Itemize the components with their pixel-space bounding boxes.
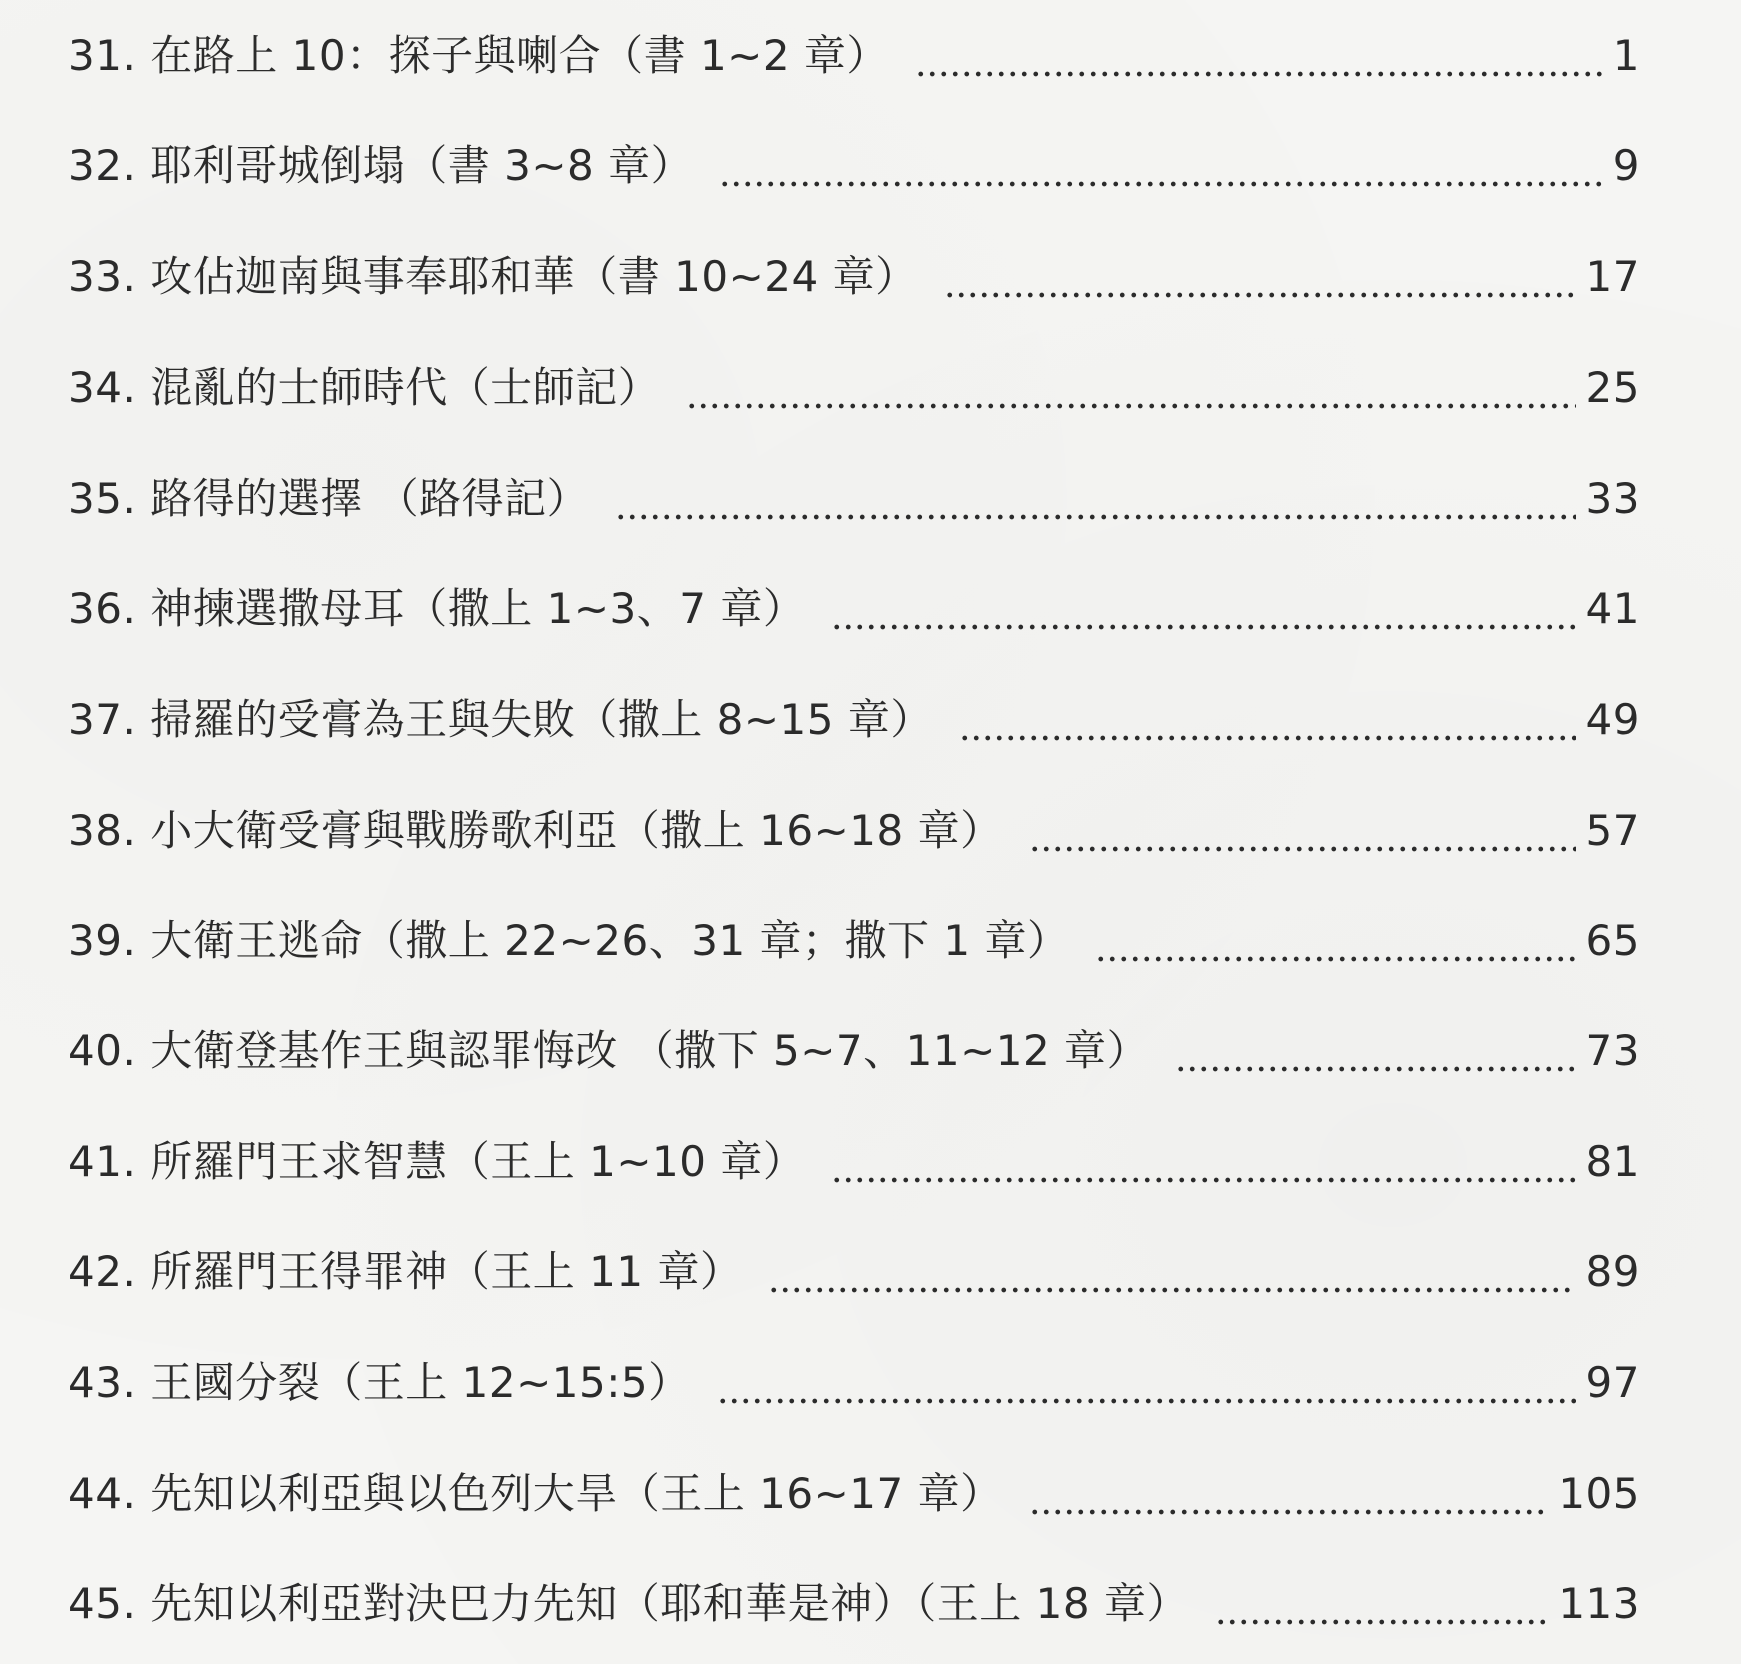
dot-leader [719,131,1603,201]
dot-leader [831,1127,1575,1197]
entry-number: 42. [68,1247,137,1296]
entry-title: 大衛登基作王與認罪悔改 （撒下 5~7、11~12 章） [150,1026,1150,1075]
entry-title: 先知以利亞與以色列大旱（王上 16~17 章） [150,1469,1003,1518]
toc-entry-34[interactable] [68,353,1640,423]
entry-number: 35. [68,474,137,523]
entry-page-number: 49 [1585,695,1640,744]
toc-entry-44[interactable] [68,1459,1640,1529]
entry-title: 攻佔迦南與事奉耶和華（書 10~24 章） [150,252,918,301]
entry-page-number: 9 [1612,141,1640,190]
entry-number: 39. [68,916,137,965]
entry-number: 33. [68,252,137,301]
entry-title: 小大衛受膏與戰勝歌利亞（撒上 16~18 章） [150,806,1003,855]
dot-leader [959,685,1576,755]
entry-title: 先知以利亞對決巴力先知（耶和華是神）（王上 18 章） [150,1579,1189,1628]
toc-entry-42[interactable] [68,1237,1640,1307]
toc-entry-45[interactable] [68,1569,1640,1639]
entry-title: 在路上 10：探子與喇合（書 1~2 章） [150,31,889,80]
entry-page-number: 33 [1585,474,1640,523]
entry-number: 43. [68,1358,137,1407]
dot-leader [1175,1016,1575,1086]
dot-leader [1095,906,1575,976]
entry-page-number: 73 [1585,1026,1640,1075]
entry-number: 40. [68,1026,137,1075]
entry-page-number: 81 [1585,1137,1640,1186]
toc-entry-43[interactable] [68,1348,1640,1418]
toc-entry-38[interactable] [68,796,1640,866]
toc-entry-32[interactable] [68,131,1640,201]
dot-leader [1215,1569,1548,1639]
entry-number: 34. [68,363,137,412]
entry-title: 耶利哥城倒塌（書 3~8 章） [150,141,694,190]
entry-title: 所羅門王求智慧（王上 1~10 章） [150,1137,806,1186]
entry-title: 所羅門王得罪神（王上 11 章） [150,1247,743,1296]
dot-leader [686,353,1575,423]
entry-title: 王國分裂（王上 12~15:5） [150,1358,691,1407]
entry-page-number: 17 [1585,252,1640,301]
entry-title: 混亂的士師時代（士師記） [150,363,661,412]
dot-leader [615,464,1575,534]
entry-number: 32. [68,141,137,190]
dot-leader [1029,796,1576,866]
entry-page-number: 65 [1585,916,1640,965]
entry-page-number: 105 [1558,1469,1640,1518]
dot-leader [1029,1459,1549,1529]
entry-number: 31. [68,31,137,80]
toc-entry-37[interactable] [68,685,1640,755]
entry-number: 37. [68,695,137,744]
entry-number: 44. [68,1469,137,1518]
entry-title: 神揀選撒母耳（撒上 1~3、7 章） [150,584,806,633]
entry-number: 36. [68,584,137,633]
toc-entry-35[interactable] [68,464,1640,534]
toc-entry-36[interactable] [68,574,1640,644]
toc-entry-40[interactable] [68,1016,1640,1086]
toc-entry-33[interactable] [68,242,1640,312]
entry-page-number: 41 [1585,584,1640,633]
entry-number: 45. [68,1579,137,1628]
entry-page-number: 57 [1585,806,1640,855]
entry-page-number: 97 [1585,1358,1640,1407]
entry-page-number: 1 [1612,31,1640,80]
entry-number: 41. [68,1137,137,1186]
dot-leader [944,242,1576,312]
toc-entry-41[interactable] [68,1127,1640,1197]
toc-entry-39[interactable] [68,906,1640,976]
entry-title: 路得的選擇 （路得記） [150,474,590,523]
dot-leader [831,574,1575,644]
toc-entry-31[interactable] [68,21,1640,91]
entry-page-number: 25 [1585,363,1640,412]
entry-number: 38. [68,806,137,855]
entry-title: 大衛王逃命（撒上 22~26、31 章；撒下 1 章） [150,916,1070,965]
entry-page-number: 113 [1558,1579,1640,1628]
entry-title: 掃羅的受膏為王與失敗（撒上 8~15 章） [150,695,933,744]
dot-leader [717,1348,1576,1418]
dot-leader [915,21,1603,91]
dot-leader [768,1237,1575,1307]
entry-page-number: 89 [1585,1247,1640,1296]
